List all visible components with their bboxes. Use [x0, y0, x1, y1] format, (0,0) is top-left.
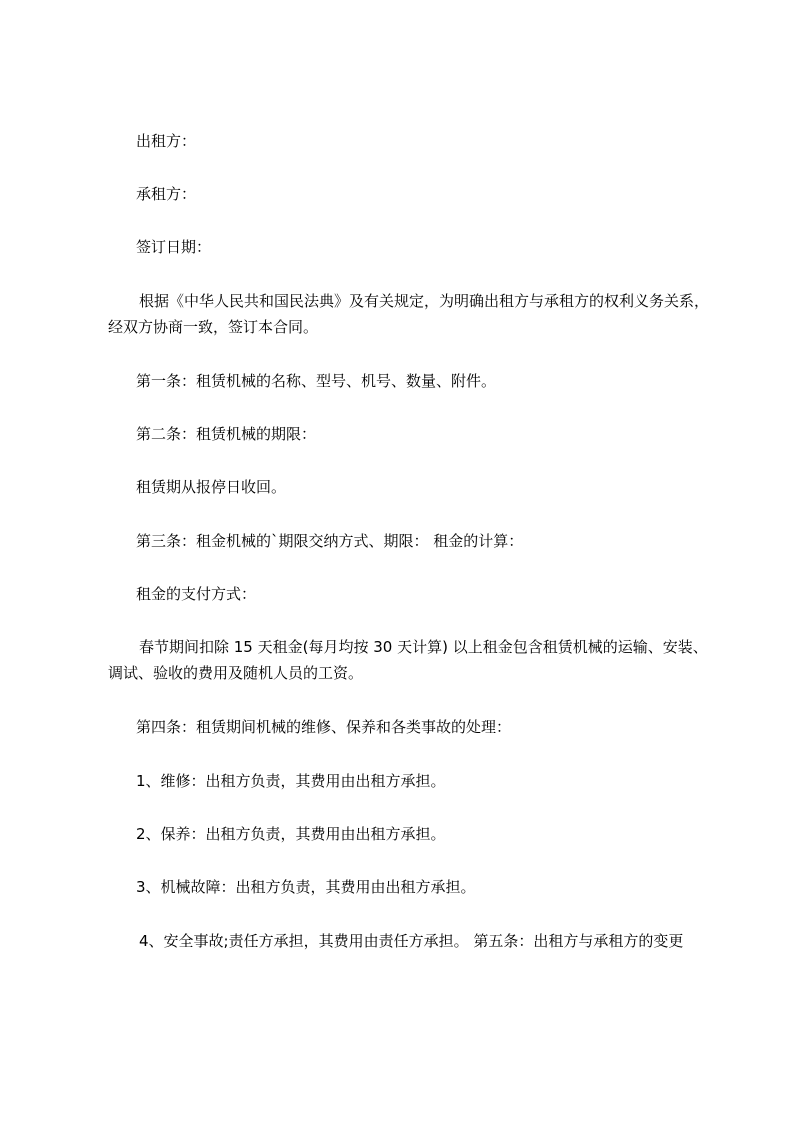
lease-period-paragraph: 租赁期从报停日收回。	[136, 478, 287, 496]
preamble-paragraph: 根据《中华人民共和国民法典》及有关规定，为明确出租方与承租方的权利义务关系，经双方协商一致，签订本合同。	[108, 292, 710, 336]
safety-accident-paragraph: 4、安全事故;责任方承担，其费用由责任方承担。 第五条：出租方与承租方的变更	[139, 932, 684, 950]
maintenance-item: 2、保养：出租方负责，其费用由出租方承担。	[136, 825, 446, 843]
signing-date-line: 签订日期：	[136, 238, 212, 256]
article-2-paragraph: 第二条：租赁机械的期限：	[136, 425, 317, 443]
article-3-paragraph: 第三条：租金机械的`期限交纳方式、期限： 租金的计算：	[136, 532, 524, 550]
lessee-line: 承租方：	[136, 185, 197, 203]
malfunction-item: 3、机械故障：出租方负责，其费用由出租方承担。	[136, 878, 476, 896]
lessor-line: 出租方：	[136, 132, 197, 150]
spring-festival-paragraph: 春节期间扣除 15 天租金(每月均按 30 天计算) 以上租金包含租赁机械的运输、安装、调试、验收的费用及随机人员的工资。	[108, 638, 708, 682]
article-4-paragraph: 第四条：租赁期间机械的维修、保养和各类事故的处理：	[136, 718, 512, 736]
payment-method-paragraph: 租金的支付方式：	[136, 585, 257, 603]
repair-item: 1、维修：出租方负责，其费用由出租方承担。	[136, 772, 446, 790]
article-1-paragraph: 第一条：租赁机械的名称、型号、机号、数量、附件。	[136, 372, 497, 390]
